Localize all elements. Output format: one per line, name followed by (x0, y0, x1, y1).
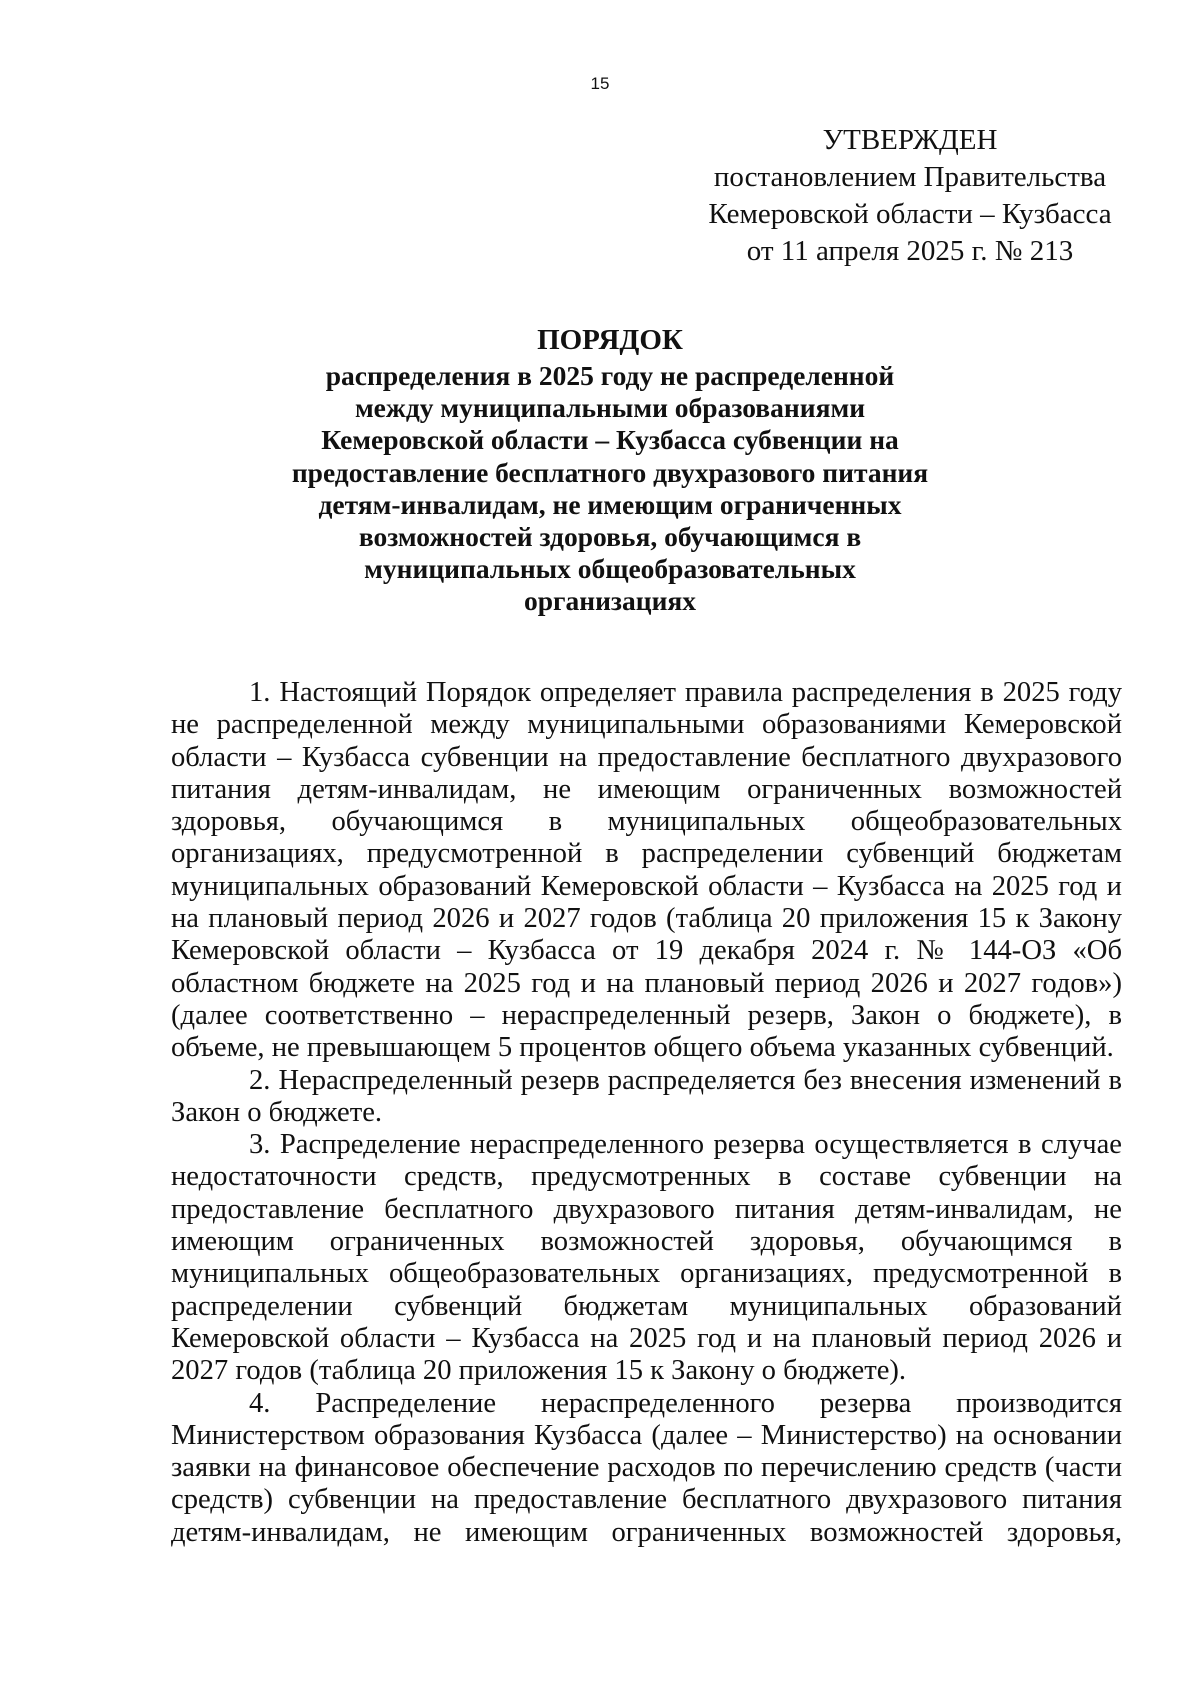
body-line: 2. Нераспределенный резерв распределяется без внесения изменений в (249, 1064, 1122, 1096)
body-line: 4. Распределение нераспределенного резерва производится (249, 1387, 1122, 1419)
body-line: заявки на финансовое обеспечение расходов по перечислению средств (части (171, 1452, 1122, 1484)
approval-stamp (690, 122, 1130, 270)
body-line: Закон о бюджете. (171, 1096, 383, 1128)
body-line: 3. Распределение нераспределенного резерва осуществляется в случае (249, 1129, 1122, 1161)
body-line: детям-инвалидам, не имеющим ограниченных возможностей здоровья, (171, 1516, 1122, 1548)
title-heading: ПОРЯДОК (537, 324, 683, 356)
body-line: предоставление бесплатного двухразового питания детям-инвалидам, не (171, 1193, 1122, 1225)
approval-line: постановлением Правительства (713, 161, 1107, 193)
title-line: детям-инвалидам, не имеющим ограниченных (318, 488, 902, 520)
approval-line: от 11 апреля 2025 г. № 213 (746, 235, 1074, 267)
body-line: здоровья, обучающимся в муниципальных общеобразовательных (171, 806, 1122, 838)
body-line: Кемеровской области – Кузбасса от 19 декабря 2024 г. № 144-ОЗ «Об (171, 935, 1122, 967)
title-line: организациях (523, 585, 697, 617)
body-line: недостаточности средств, предусмотренных в составе субвенции на (171, 1161, 1122, 1193)
body-line: 1. Настоящий Порядок определяет правила распределения в 2025 году (249, 677, 1122, 708)
approval-line: Кемеровской области – Кузбасса (708, 198, 1112, 230)
title-line: муниципальных общеобразовательных (364, 553, 856, 585)
body-line: (далее соответственно – нераспределенный резерв, Закон о бюджете), в (171, 999, 1122, 1031)
title-line: Кемеровской области – Кузбасса субвенции на (321, 424, 899, 456)
body-line: области – Кузбасса субвенции на предоставление бесплатного двухразового (171, 741, 1122, 773)
body-line: Кемеровской области – Кузбасса на 2025 год и на плановый период 2026 и (171, 1322, 1122, 1354)
body-line: организациях, предусмотренной в распределении субвенций бюджетам (171, 838, 1122, 870)
body-line: питания детям-инвалидам, не имеющим ограниченных возможностей (171, 773, 1122, 805)
body-line: распределении субвенций бюджетам муниципальных образований (171, 1290, 1122, 1322)
approval-line: УТВЕРЖДЕН (822, 124, 998, 156)
page-number: 15 (590, 74, 610, 93)
body-line: средств) субвенции на предоставление бесплатного двухразового питания (171, 1484, 1122, 1516)
title-line: распределения в 2025 году не распределенной (325, 360, 895, 391)
body-line: объеме, не превышающем 5 процентов общего объема указанных субвенций. (171, 1032, 1114, 1064)
body-line: областном бюджете на 2025 год и на плановый период 2026 и 2027 годов») (171, 967, 1122, 999)
body-line: муниципальных общеобразовательных организациях, предусмотренной в (171, 1258, 1122, 1290)
body-line: Министерством образования Кузбасса (далее – Министерство) на основании (171, 1419, 1122, 1451)
title-line: предоставление бесплатного двухразового питания (291, 456, 929, 488)
body-line: не распределенной между муниципальными образованиями Кемеровской (171, 709, 1122, 741)
title-line: возможностей здоровья, обучающимся в (358, 521, 862, 553)
document-title (260, 322, 960, 618)
body-line: на плановый период 2026 и 2027 годов (таблица 20 приложения 15 к Закону (171, 903, 1122, 935)
title-line: между муниципальными образованиями (354, 392, 866, 424)
body-line: имеющим ограниченных возможностей здоровья, обучающимся в (171, 1226, 1122, 1258)
body-text (171, 677, 1122, 1549)
body-line: муниципальных образований Кемеровской области – Кузбасса на 2025 год и (171, 870, 1122, 902)
body-line: 2027 годов (таблица 20 приложения 15 к Закону о бюджете). (171, 1355, 907, 1387)
